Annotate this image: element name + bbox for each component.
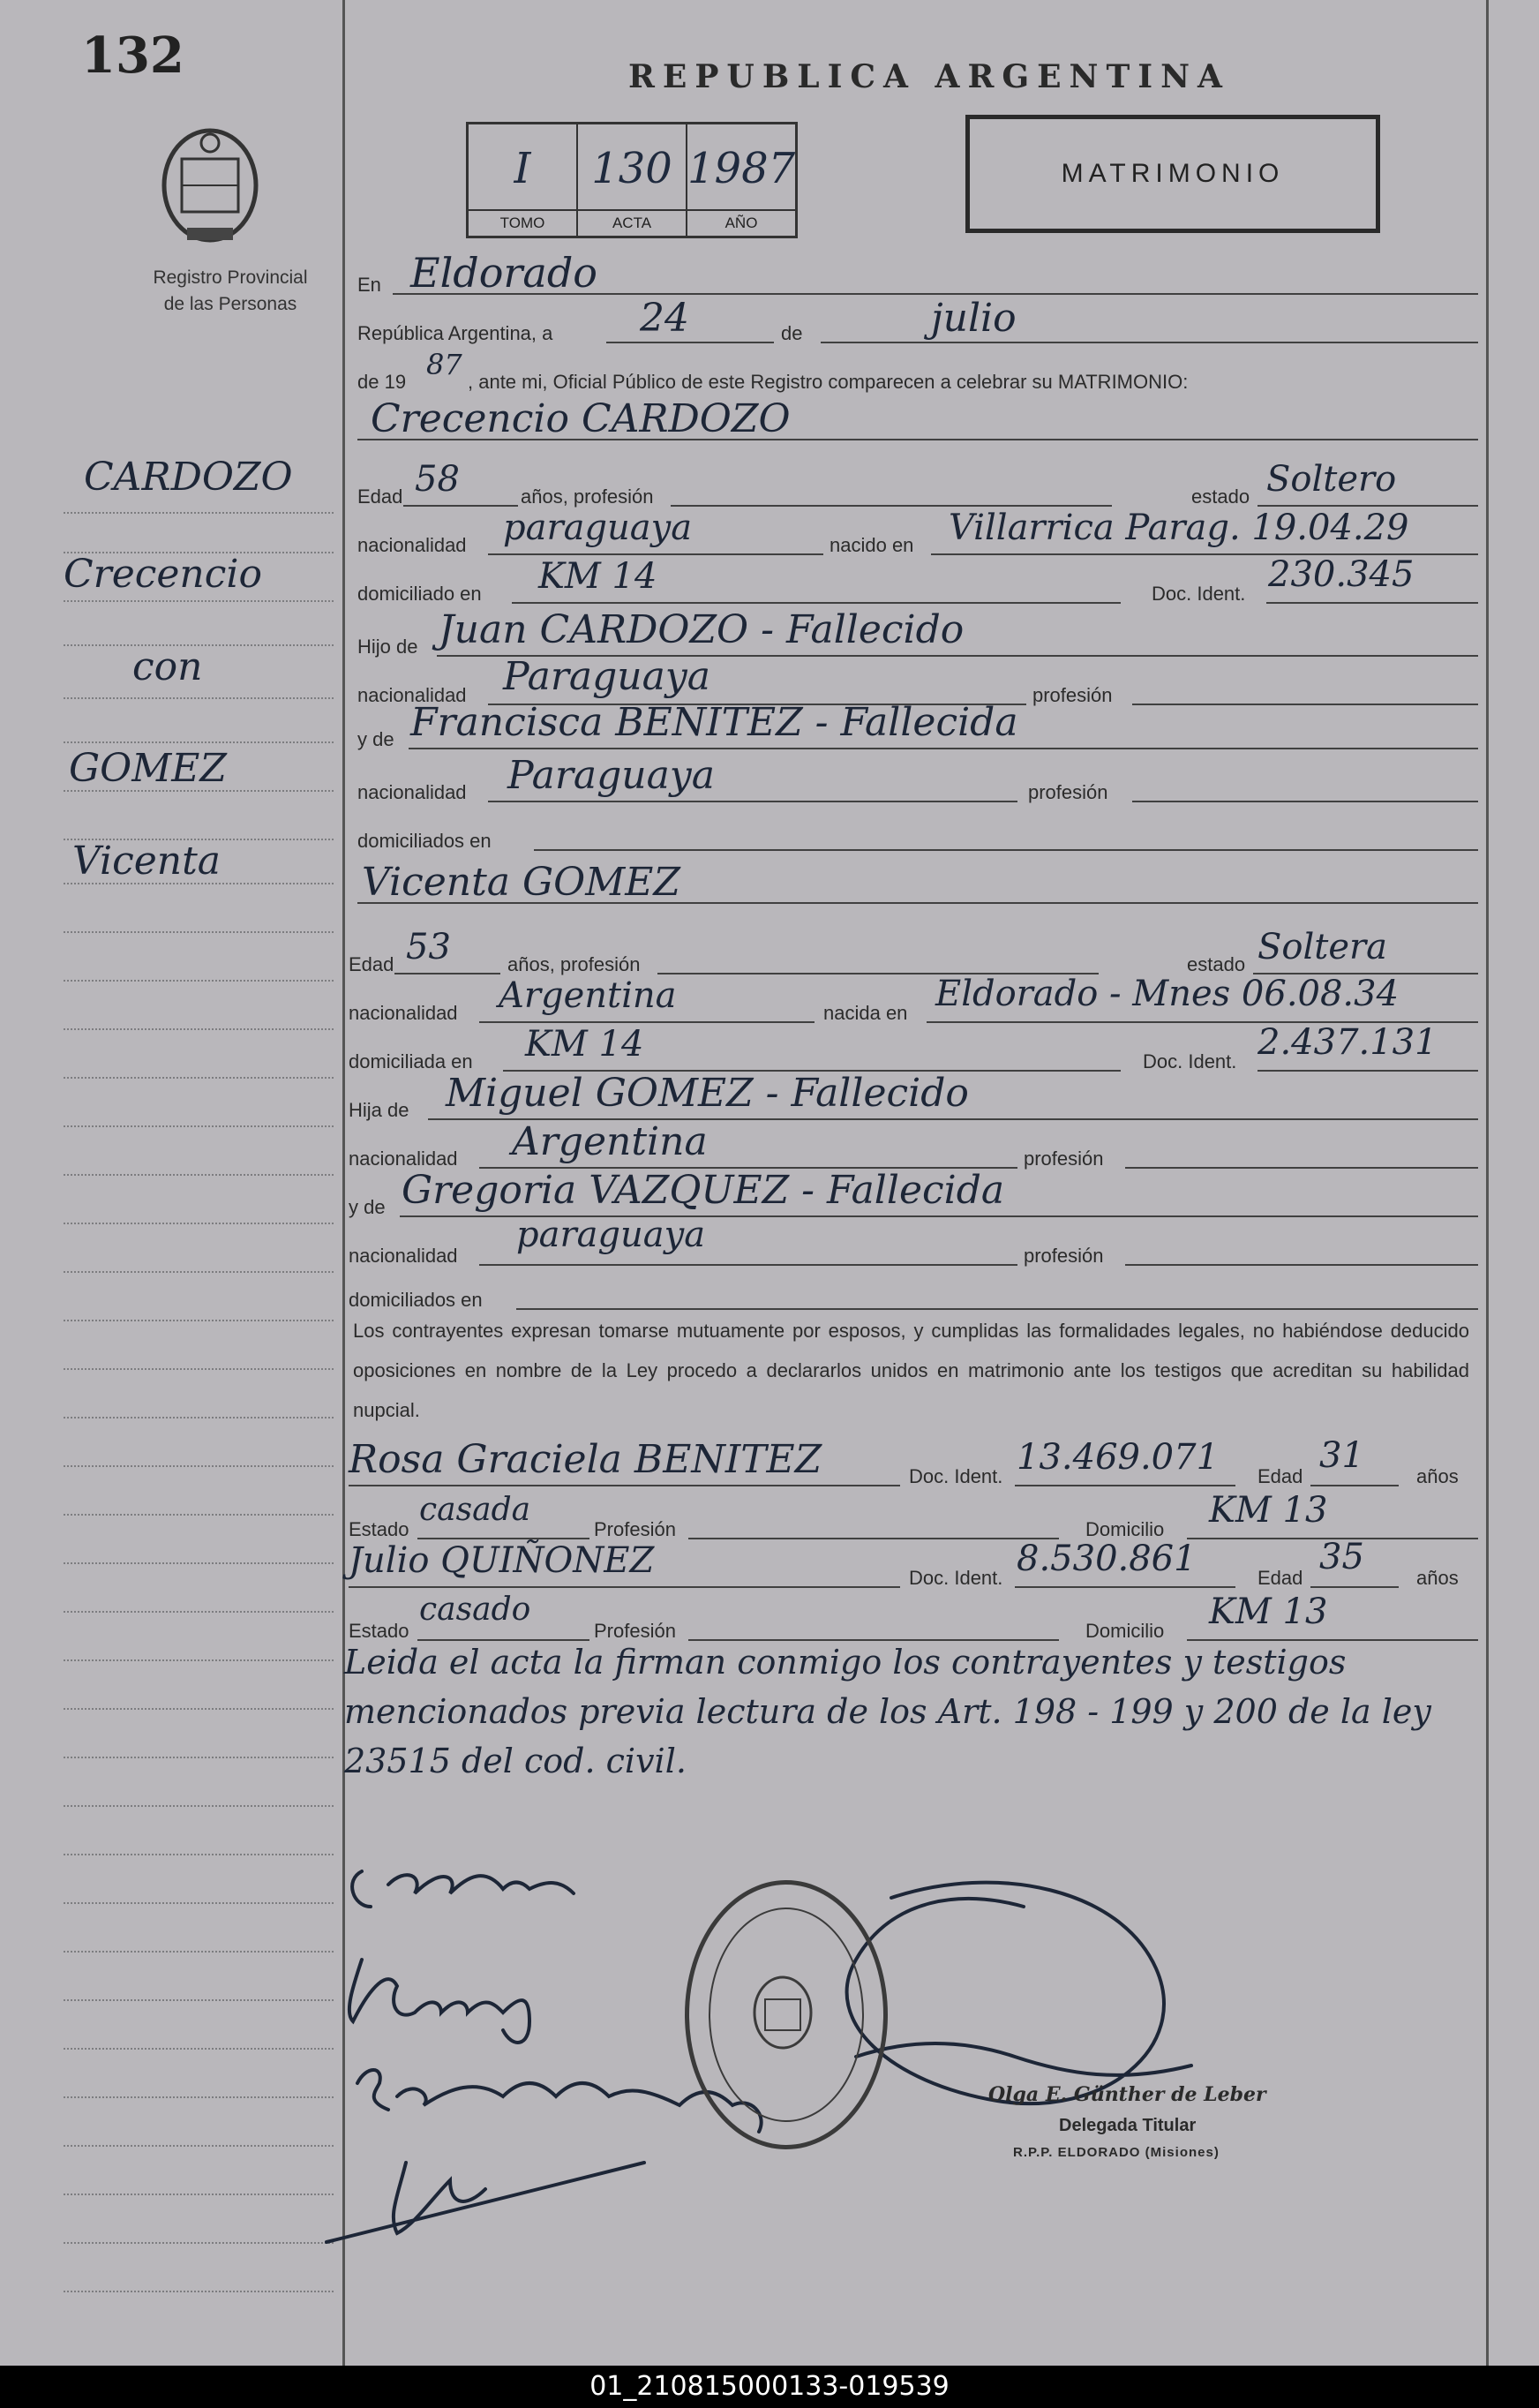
groom-estado-label: estado — [1191, 485, 1250, 508]
bride-parents-dom-label: domiciliados en — [349, 1289, 483, 1311]
bride-name: Vicenta GOMEZ — [362, 860, 680, 905]
witness2-doc: 8.530.861 — [1017, 1539, 1197, 1579]
groom-nacionalidad-label: nacionalidad — [357, 534, 467, 556]
officer-role: Delegada Titular — [1059, 2116, 1197, 2135]
groom-age: 58 — [415, 459, 460, 500]
bride-signature — [349, 1960, 529, 2043]
groom-edad-label: Edad — [357, 485, 403, 508]
groom-parents-dom-label: domiciliados en — [357, 830, 492, 852]
year-statement — [357, 348, 1478, 399]
registry-name — [85, 265, 376, 318]
record-type-box: MATRIMONIO — [965, 115, 1380, 233]
groom-mother-nationality: Paraguaya — [507, 753, 715, 798]
groom-nacido-label: nacido en — [830, 534, 914, 556]
republic-heading: REPUBLICA ARGENTINA — [628, 58, 1230, 95]
groom-name: Crecencio CARDOZO — [371, 396, 791, 441]
margin-note-given-name: Crecencio — [64, 552, 262, 597]
tomo-value: I — [514, 144, 531, 193]
witness1-estado-label: Estado — [349, 1518, 409, 1540]
bride-mother-nationality: paraguaya — [516, 1215, 706, 1255]
bride-estado: Soltera — [1257, 927, 1387, 967]
bride-mother: Gregoria VAZQUEZ - Fallecida — [402, 1168, 1005, 1213]
margin-note-bride-surname: GOMEZ — [69, 746, 227, 791]
groom-estado: Soltero — [1266, 459, 1397, 500]
witness2-signature — [327, 2163, 644, 2242]
witness2-status: casado — [419, 1592, 531, 1628]
bride-mother-nac-label: nacionalidad — [349, 1245, 458, 1267]
groom-father-nac-label: nacionalidad — [357, 684, 467, 706]
bride-father-nationality: Argentina — [512, 1119, 708, 1164]
witness1-edad-label: Edad — [1257, 1465, 1303, 1487]
registry-line1: Registro Provincial — [153, 267, 308, 288]
groom-mother-prof-label: profesión — [1028, 781, 1108, 803]
margin-note-con: con — [132, 644, 203, 689]
groom-father-prof-label: profesión — [1032, 684, 1113, 706]
bride-nacida-label: nacida en — [823, 1002, 908, 1024]
witness1-doc-label: Doc. Ident. — [909, 1465, 1003, 1487]
tomo-cell — [469, 124, 578, 236]
bride-address: KM 14 — [525, 1024, 644, 1065]
page-number: 132 — [81, 26, 184, 85]
bride-domicilio-label: domiciliada en — [349, 1050, 473, 1072]
bride-anos-profesion-label: años, profesión — [507, 953, 641, 975]
groom-y-de-label: y de — [357, 728, 394, 750]
bride-mother-nat-field — [349, 1215, 1478, 1273]
officer-name: Olga E. Günther de Leber — [988, 2083, 1266, 2106]
groom-anos-profesion-label: años, profesión — [521, 485, 654, 508]
groom-father-nationality: Paraguaya — [503, 654, 710, 699]
bride-birthplace: Eldorado - Mnes 06.08.34 — [935, 974, 1400, 1014]
day-value: 24 — [640, 296, 689, 341]
bride-y-de-label: y de — [349, 1196, 386, 1218]
year-prefix: de 19 — [357, 371, 407, 393]
groom-nationality: paraguaya — [503, 508, 693, 548]
groom-mother: Francisca BENITEZ - Fallecida — [410, 700, 1018, 745]
bride-father-nac-label: nacionalidad — [349, 1148, 458, 1170]
bride-doc-label: Doc. Ident. — [1143, 1050, 1237, 1072]
witness2-name-field — [349, 1537, 1478, 1595]
bride-hija-label: Hija de — [349, 1099, 409, 1121]
witness2-name: Julio QUIÑONEZ — [349, 1540, 655, 1581]
bride-doc: 2.437.131 — [1257, 1022, 1438, 1063]
witness1-status: casada — [419, 1492, 531, 1528]
witness1-age: 31 — [1319, 1435, 1364, 1476]
official-seal-icon — [685, 1880, 888, 2149]
place-value: Eldorado — [410, 249, 597, 297]
closing-note: Leida el acta la firman conmigo los contrayentes y testigos mencionados previa lectura de los Art. 198 - 199 y 200 de la ley 23515 del cod. civil. — [344, 1643, 1431, 1780]
witness2-estado-label: Estado — [349, 1620, 409, 1642]
witness2-anos-label: años — [1416, 1567, 1459, 1589]
bride-edad-label: Edad — [349, 953, 394, 975]
bride-name-field — [357, 860, 1478, 911]
acta-value: 130 — [591, 144, 672, 193]
groom-mother-nat-field — [357, 753, 1478, 809]
witness2-address: KM 13 — [1209, 1592, 1328, 1632]
acta-label: ACTA — [578, 209, 686, 236]
witness2-doc-label: Doc. Ident. — [909, 1567, 1003, 1589]
bride-nationality: Argentina — [499, 975, 677, 1016]
groom-name-field — [357, 396, 1478, 448]
groom-doc-label: Doc. Ident. — [1152, 583, 1246, 605]
bride-age: 53 — [406, 927, 451, 967]
de-label: de — [781, 322, 803, 344]
en-label: En — [357, 274, 381, 296]
bride-father-prof-label: profesión — [1024, 1148, 1104, 1170]
groom-birthplace: Villarrica Parag. 19.04.29 — [949, 508, 1409, 548]
witness1-profesion-label: Profesión — [594, 1518, 676, 1540]
witness2-domicilio-label: Domicilio — [1085, 1620, 1165, 1642]
groom-parents-address-field — [357, 812, 1478, 858]
acta-cell — [578, 124, 687, 236]
month-value: julio — [931, 296, 1017, 341]
year-cell — [687, 124, 795, 236]
margin-note-bride-given: Vicenta — [72, 839, 221, 884]
officer-office: R.P.P. ELDORADO (Misiones) — [1013, 2145, 1220, 2160]
groom-mother-field — [357, 700, 1478, 756]
right-edge-rule — [1486, 0, 1489, 2366]
tomo-label: TOMO — [469, 209, 576, 236]
groom-address-field — [357, 554, 1478, 611]
witness2-edad-label: Edad — [1257, 1567, 1303, 1589]
witness1-name-field — [349, 1435, 1478, 1494]
republica-label: República Argentina, a — [357, 322, 553, 344]
officer-signature — [847, 1883, 1191, 2103]
year-suffix: 87 — [426, 348, 462, 381]
tomo-acta-year-box — [466, 122, 798, 238]
witness1-name: Rosa Graciela BENITEZ — [349, 1437, 822, 1482]
groom-domicilio-label: domiciliado en — [357, 583, 482, 605]
witness1-doc: 13.469.071 — [1017, 1437, 1220, 1478]
groom-hijo-label: Hijo de — [357, 636, 418, 658]
groom-mother-nac-label: nacionalidad — [357, 781, 467, 803]
margin-note-surname: CARDOZO — [84, 455, 293, 500]
year-label: AÑO — [687, 209, 795, 236]
bride-nacionalidad-label: nacionalidad — [349, 1002, 458, 1024]
date-field — [357, 296, 1478, 350]
witness2-age: 35 — [1319, 1537, 1364, 1577]
groom-address: KM 14 — [538, 556, 657, 597]
place-field — [357, 249, 1478, 302]
year-value: 1987 — [687, 144, 796, 193]
bride-mother-prof-label: profesión — [1024, 1245, 1104, 1267]
footer-image-id: 01_210815000133-019539 — [0, 2366, 1539, 2408]
declaration-text: Los contrayentes expresan tomarse mutuamente por esposos, y cumplidas las formalidades legales, no habiéndose deducido oposiciones en nombre de la Ley procedo a declararlos unidos en matrimonio ante los testigos que acreditan su habilidad nupcial. — [353, 1320, 1469, 1421]
groom-doc: 230.345 — [1268, 554, 1415, 595]
witness1-anos-label: años — [1416, 1465, 1459, 1487]
witness2-profesion-label: Profesión — [594, 1620, 676, 1642]
groom-father: Juan CARDOZO - Fallecido — [439, 607, 965, 652]
groom-signature — [352, 1871, 574, 1907]
witness1-domicilio-label: Domicilio — [1085, 1518, 1165, 1540]
witness1-address: KM 13 — [1209, 1490, 1328, 1531]
coat-of-arms-icon — [155, 124, 265, 251]
registry-line2: de las Personas — [163, 294, 297, 314]
bride-estado-label: estado — [1187, 953, 1246, 975]
bride-father: Miguel GOMEZ - Fallecido — [446, 1071, 969, 1116]
statement-text: , ante mi, Oficial Público de este Registro comparecen a celebrar su MATRIMONIO: — [468, 371, 1189, 393]
